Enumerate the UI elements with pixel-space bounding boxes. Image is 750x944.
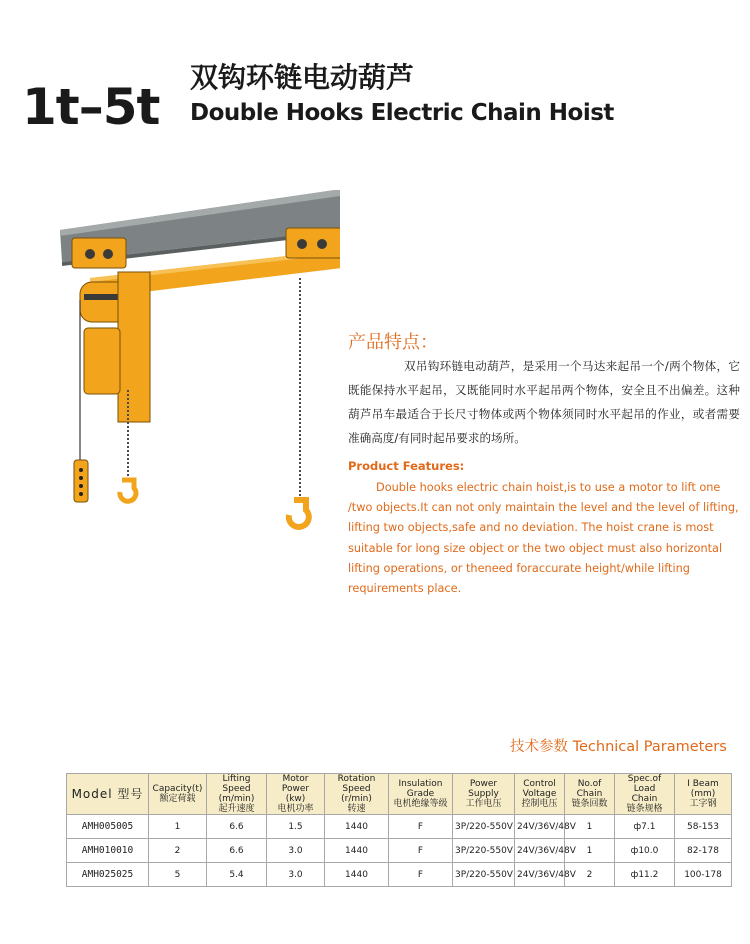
cell-rotation-speed: 1440 xyxy=(325,863,389,887)
features-en-body: Double hooks electric chain hoist,is to use a motor to lift one /two objects.It can not only maintain the level and the level of lifting, lifting two objects,safe and no deviation. The hoist crane is most suitable for long size object or the two object must also horizontal lifting operations, or theneed foraccurate height/while lifting requirements place. xyxy=(348,481,739,596)
hook-left-icon xyxy=(120,480,136,501)
col-header-control-voltage: Control Voltage 控制电压 xyxy=(515,774,565,815)
cell-control-voltage: 24V/36V/48V xyxy=(515,839,565,863)
cell-chain-count: 1 xyxy=(565,815,615,839)
col-header-power-supply: Power Supply 工作电压 xyxy=(453,774,515,815)
cell-motor-power: 3.0 xyxy=(267,839,325,863)
range-label: 1t–5t xyxy=(22,78,160,136)
cell-chain-count: 2 xyxy=(565,863,615,887)
col-header-insulation: Insulation Grade 电机绝缘等级 xyxy=(389,774,453,815)
chain-bag xyxy=(84,328,120,394)
cell-load-chain: ф10.0 xyxy=(615,839,675,863)
cell-i-beam: 82-178 xyxy=(675,839,732,863)
cell-i-beam: 100-178 xyxy=(675,863,732,887)
table-row xyxy=(67,815,732,839)
cell-power-supply: 3P/220-550V xyxy=(453,815,515,839)
features-cn-heading: 产品特点： xyxy=(348,332,438,353)
col-header-motor-power: Motor Power (kw) 电机功率 xyxy=(267,774,325,815)
cell-model: AMH010010 xyxy=(67,839,149,863)
trolley-right xyxy=(286,228,340,258)
cell-rotation-speed: 1440 xyxy=(325,815,389,839)
cell-load-chain: ф11.2 xyxy=(615,863,675,887)
cell-lifting-speed: 6.6 xyxy=(207,815,267,839)
cell-load-chain: ф7.1 xyxy=(615,815,675,839)
features-cn-body: 双吊钩环链电动葫芦，是采用一个马达来起吊一个/两个物体，它既能保持水平起吊，又既能同时水平起吊两个物体，安全且不出偏差。这种葫芦吊车最适合于长尺寸物体或两个物体须同时水平起吊的作业，或者需要准确高度/有同时起吊要求的场所。 xyxy=(348,359,740,445)
col-header-capacity: Capacity(t) 额定荷载 xyxy=(149,774,207,815)
title-chinese: 双钩环链电动葫芦 xyxy=(190,61,415,94)
col-header-model: Model 型号 xyxy=(67,774,149,815)
hoist-illustration xyxy=(50,190,340,560)
cell-control-voltage: 24V/36V/48V xyxy=(515,815,565,839)
cell-rotation-speed: 1440 xyxy=(325,839,389,863)
cell-lifting-speed: 5.4 xyxy=(207,863,267,887)
table-row xyxy=(67,839,732,863)
hook-right-icon xyxy=(289,500,309,527)
col-header-chain-count: No.of Chain 链条回数 xyxy=(565,774,615,815)
cell-i-beam: 58-153 xyxy=(675,815,732,839)
cell-insulation: F xyxy=(389,863,453,887)
cell-model: AMH025025 xyxy=(67,863,149,887)
col-header-i-beam: I Beam (mm) 工字钢 xyxy=(675,774,732,815)
spec-table xyxy=(66,773,732,887)
cell-power-supply: 3P/220-550V xyxy=(453,863,515,887)
col-header-rotation-speed: Rotation Speed (r/min) 转速 xyxy=(325,774,389,815)
spec-header-row xyxy=(67,774,732,815)
params-heading: 技术参数 Technical Parameters xyxy=(510,739,727,755)
cell-insulation: F xyxy=(389,839,453,863)
col-header-lifting-speed: Lifting Speed (m/min) 起升速度 xyxy=(207,774,267,815)
cell-model: AMH005005 xyxy=(67,815,149,839)
title-english: Double Hooks Electric Chain Hoist xyxy=(190,100,614,126)
cell-insulation: F xyxy=(389,815,453,839)
trolley-left xyxy=(72,238,126,268)
cell-motor-power: 3.0 xyxy=(267,863,325,887)
cell-lifting-speed: 6.6 xyxy=(207,839,267,863)
cell-motor-power: 1.5 xyxy=(267,815,325,839)
cell-capacity: 1 xyxy=(149,815,207,839)
cell-chain-count: 1 xyxy=(565,839,615,863)
cell-capacity: 5 xyxy=(149,863,207,887)
col-header-load-chain: Spec.of Load Chain 链条规格 xyxy=(615,774,675,815)
table-row xyxy=(67,863,732,887)
cell-power-supply: 3P/220-550V xyxy=(453,839,515,863)
cell-control-voltage: 24V/36V/48V xyxy=(515,863,565,887)
features-en-heading: Product Features: xyxy=(348,459,465,473)
cell-capacity: 2 xyxy=(149,839,207,863)
